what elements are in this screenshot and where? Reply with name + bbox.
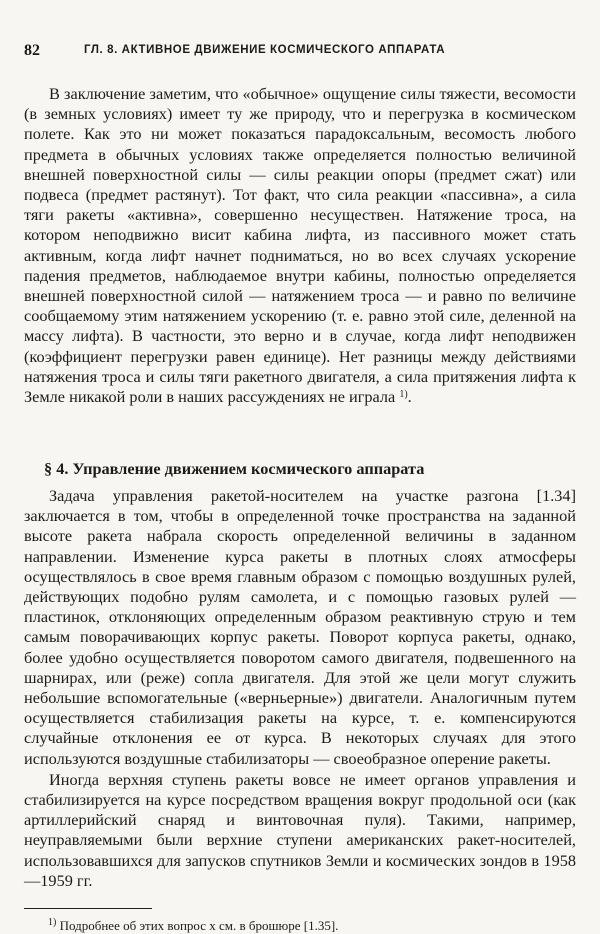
paragraph: В заключение заметим, что «обычное» ощущение силы тяжести, весомости (в земных условиях) имеет ту же природу, что и перегрузка в космическом полете. Как это ни может показаться парадоксальным, весомость любого предмета в обычных условиях также определяется полностью величиной внешней поверхностной силы — силы реакции опоры (предмет сжат) или подвеса (предмет растянут). Тот факт, что сила реакции «пассивна», а сила тяги ракеты «активна», совершенно несуществен. Натяжение троса, на котором неподвижно висит кабина лифта, из пассивного может стать активным, когда лифт начнет подниматься, но во всех случаях ускорение падения предметов, наблюдаемое внутри кабины, полностью определяется внешней поверхностной силой — натяжением троса — и равно по величине сообщаемому этим натяжением ускорению (т. е. равно этой силе, деленной на массу лифта). В частности, это верно и в случае, когда лифт неподвижен (коэффициент перегрузки равен единице). Нет разницы между действиями натяжения троса и силы тяги ракетного двигателя, а сила притяжения лифта к Земле никакой роли в наших рассуждениях не играла $^{1)}$.: [24, 84, 576, 407]
footnote: [24, 918, 576, 934]
paragraph: Задача управления ракетой-носителем на участке разгона [1.34] заключается в том, чтобы в определенной точке пространства на заданной высоте ракета набрала скорость определенной величины в заданном направлении. Изменение курса ракеты в плотных слоях атмосферы осуществлялось в свое время главным образом с помощью воздушных рулей, действующих подобно рулям самолета, и с помощью газовых рулей — пластинок, отклоняющих определенным образом реактивную струю и тем самым поворачивающих корпус ракеты. Поворот корпуса ракеты, однако, более удобно осуществляется поворотом самого двигателя, подвешенного на шарнирах, или (реже) сопла двигателя. Для этой же цели могут служить небольшие вспомогательные («верньерные») двигатели. Аналогичным путем осуществляется стабилизация ракеты на курсе, т. е. компенсируются случайные отклонения ее от курса. В некоторых случаях для этого используются воздушные стабилизаторы — своеобразное оперение ракеты.: [24, 486, 576, 768]
footnote-marker: 1): [48, 917, 57, 928]
body-text-lower: [24, 486, 576, 891]
footnote-rule: [24, 908, 152, 909]
chapter-title: ГЛ. 8. АКТИВНОЕ ДВИЖЕНИЕ КОСМИЧЕСКОГО АППАРАТА: [84, 44, 446, 56]
section-heading: § 4. Управление движением космического аппарата: [44, 459, 425, 478]
body-text-upper: [24, 84, 576, 407]
paragraph-text: В заключение заметим, что «обычное» ощущение силы тяжести, весомости (в земных условиях) имеет ту же природу, что и перегрузка в космическом полете. Как это ни может показаться парадоксальным, весомость любого предмета в обычных условиях также определяется полностью величиной внешней поверхностной силы — силы реакции опоры (предмет сжат) или подвеса (предмет растянут). Тот факт, что сила реакции «пассивна», а сила тяги ракеты «активна», совершенно несуществен. Натяжение троса, на котором неподвижно висит кабина лифта, из пассивного может стать активным, когда лифт начнет подниматься, но во всех случаях ускорение падения предметов, наблюдаемое внутри кабины, полностью определяется внешней поверхностной силой — натяжением троса — и равно по величине сообщаемому этим натяжением ускорению (т. е. равно этой силе, деленной на массу лифта). В частности, это верно и в случае, когда лифт неподвижен (коэффициент перегрузки равен единице). Нет разницы между действиями натяжения троса и силы тяги ракетного двигателя, а сила притяжения лифта к Земле никакой роли в наших рассуждениях не играла: [24, 84, 576, 407]
footnote-reference: 1): [399, 389, 408, 401]
page-number: 82: [24, 42, 40, 59]
paragraph: Иногда верхняя ступень ракеты вовсе не имеет органов управления и стабилизируется на курсе посредством вращения вокруг продольной оси (как артиллерийский снаряд и винтовочная пуля). Такими, например, неуправляемыми были верхние ступени американских ракет-носителей, использовавшихся для запусков спутников Земли и космических зондов в 1958—1959 гг.: [24, 769, 576, 890]
running-head: [24, 42, 576, 62]
footnote-text: Подробнее об этих вопрос х см. в брошюре [1.35].: [59, 918, 339, 933]
